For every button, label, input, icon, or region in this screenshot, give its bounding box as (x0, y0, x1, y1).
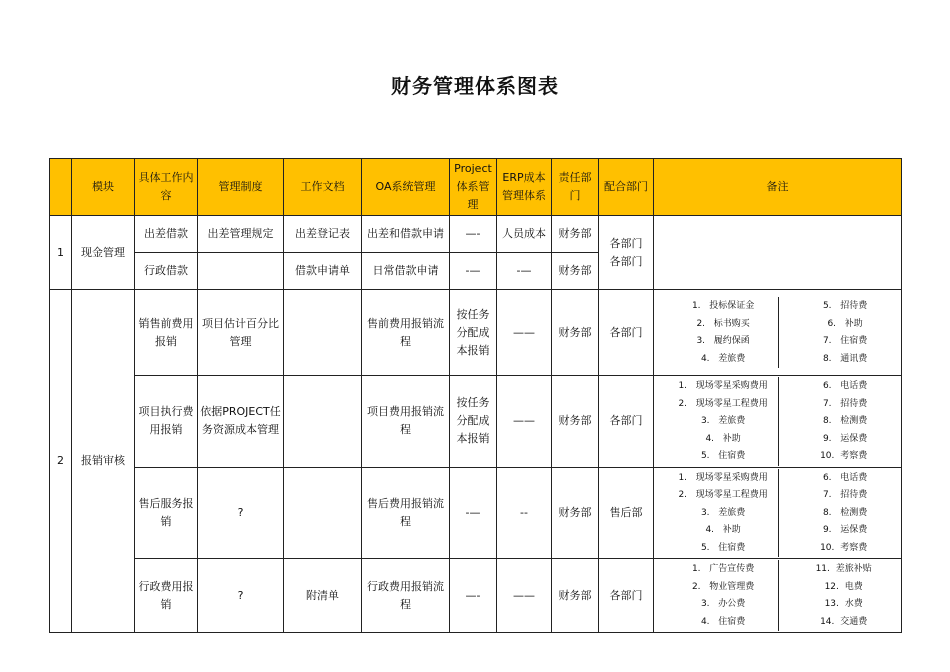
oa-cell: 出差和借款申请 (362, 216, 450, 253)
list-item: 3. 办公费 (700, 599, 746, 609)
table-row (50, 376, 902, 468)
erp-cell: 人员成本 (497, 216, 552, 253)
docs-cell: 出差登记表 (284, 216, 362, 253)
header-oa: OA系统管理 (362, 159, 450, 216)
header-dept: 责任部门 (552, 159, 599, 216)
header-row (50, 159, 902, 216)
list-item: 1. 广告宣传费 (691, 564, 755, 574)
docs-cell: 附清单 (284, 559, 362, 633)
list-item: 1. 现场零星采购费用 (678, 381, 768, 391)
erp-cell: -— (497, 253, 552, 290)
policy-cell: 出差管理规定 (198, 216, 284, 253)
policy-cell: ? (198, 559, 284, 633)
oa-cell: 行政费用报销流程 (362, 559, 450, 633)
list-item: 4. 差旅费 (700, 353, 746, 364)
policy-cell (198, 253, 284, 290)
content-cell: 出差借款 (135, 216, 198, 253)
coop-cell: 售后部 (599, 467, 654, 559)
list-item: 7. 招待费 (822, 490, 868, 500)
list-item: 7. 住宿费 (822, 336, 868, 346)
list-item: 3. 履约保函 (696, 336, 750, 346)
module-cell: 现金管理 (72, 216, 135, 290)
dept-cell: 财务部 (552, 467, 599, 559)
dept-cell: 财务部 (552, 253, 599, 290)
erp-cell: -- (497, 467, 552, 559)
list-item: 14. 交通费 (820, 616, 868, 627)
coop-cell: 各部门 (599, 290, 654, 376)
list-item: 8. 检测费 (822, 507, 868, 518)
list-item: 2. 物业管理费 (691, 581, 755, 592)
erp-cell: —— (497, 290, 552, 376)
docs-cell (284, 290, 362, 376)
coop-cell: 各部门 (599, 559, 654, 633)
notes-list-left (656, 560, 778, 631)
list-item: 1. 投标保证金 (691, 301, 755, 311)
header-module: 模块 (72, 159, 135, 216)
oa-cell: 售后费用报销流程 (362, 467, 450, 559)
header-notes: 备注 (654, 159, 902, 216)
oa-cell: 售前费用报销流程 (362, 290, 450, 376)
header-erp: ERP成本管理体系 (497, 159, 552, 216)
list-item: 6. 电话费 (822, 472, 868, 483)
notes-list-right (778, 297, 900, 368)
project-cell: —- (450, 216, 497, 253)
module-cell: 报销审核 (72, 290, 135, 633)
policy-cell: ? (198, 467, 284, 559)
list-item: 5. 住宿费 (700, 542, 746, 553)
header-policy: 管理制度 (198, 159, 284, 216)
list-item: 13. 水费 (824, 599, 863, 609)
erp-cell: —— (497, 376, 552, 468)
page-title: 财务管理体系图表 (391, 74, 559, 98)
header-docs: 工作文档 (284, 159, 362, 216)
list-item: 10. 考察费 (820, 451, 868, 461)
header-content: 具体工作内容 (135, 159, 198, 216)
finance-system-table (49, 158, 902, 633)
list-item: 5. 住宿费 (700, 451, 746, 461)
dept-cell: 财务部 (552, 216, 599, 253)
project-cell: —- (450, 559, 497, 633)
list-item: 10. 考察费 (820, 542, 868, 553)
notes-cell (654, 376, 902, 468)
table-row (50, 290, 902, 376)
content-cell: 行政费用报销 (135, 559, 198, 633)
table-row (50, 467, 902, 559)
list-item: 8. 通讯费 (822, 353, 868, 364)
coop-cell: 各部门 (599, 376, 654, 468)
notes-list-right (778, 377, 900, 466)
header-coop: 配合部门 (599, 159, 654, 216)
notes-cell (654, 559, 902, 633)
list-item: 1. 现场零星采购费用 (678, 472, 768, 483)
list-item: 11. 差旅补贴 (815, 564, 872, 574)
content-cell: 项目执行费用报销 (135, 376, 198, 468)
list-item: 4. 住宿费 (700, 616, 746, 627)
table-row (50, 216, 902, 253)
list-item: 12. 电费 (824, 581, 863, 592)
section-number: 1 (50, 216, 72, 290)
project-cell: -— (450, 467, 497, 559)
erp-cell: —— (497, 559, 552, 633)
header-project: Project体系管理 (450, 159, 497, 216)
list-item: 5. 招待费 (822, 301, 868, 311)
table-row (50, 559, 902, 633)
list-item: 2. 现场零星工程费用 (678, 490, 768, 500)
header-index (50, 159, 72, 216)
list-item: 2. 标书购买 (696, 318, 750, 329)
notes-list-left (656, 469, 778, 558)
content-cell: 销售前费用报销 (135, 290, 198, 376)
notes-list-left (656, 297, 778, 368)
list-item: 8. 检测费 (822, 416, 868, 426)
notes-cell (654, 216, 902, 290)
section-number: 2 (50, 290, 72, 633)
notes-list-left (656, 377, 778, 466)
project-cell: 按任务分配成本报销 (450, 376, 497, 468)
dept-cell: 财务部 (552, 376, 599, 468)
notes-cell (654, 290, 902, 376)
dept-cell: 财务部 (552, 290, 599, 376)
coop-cell: 各部门 各部门 (599, 216, 654, 290)
project-cell: -— (450, 253, 497, 290)
list-item: 4. 补助 (705, 433, 741, 444)
list-item: 6. 电话费 (822, 381, 868, 391)
policy-cell: 依据PROJECT任务资源成本管理 (198, 376, 284, 468)
list-item: 2. 现场零星工程费用 (678, 398, 768, 409)
content-cell: 行政借款 (135, 253, 198, 290)
notes-cell (654, 467, 902, 559)
list-item: 6. 补助 (827, 318, 863, 329)
list-item: 9. 运保费 (822, 525, 868, 535)
docs-cell (284, 376, 362, 468)
oa-cell: 项目费用报销流程 (362, 376, 450, 468)
docs-cell: 借款申请单 (284, 253, 362, 290)
list-item: 4. 补助 (705, 525, 741, 535)
list-item: 3. 差旅费 (700, 416, 746, 426)
notes-list-right (778, 469, 900, 558)
notes-list-right (778, 560, 900, 631)
list-item: 3. 差旅费 (700, 507, 746, 518)
docs-cell (284, 467, 362, 559)
list-item: 9. 运保费 (822, 433, 868, 444)
content-cell: 售后服务报销 (135, 467, 198, 559)
policy-cell: 项目估计百分比管理 (198, 290, 284, 376)
list-item: 7. 招待费 (822, 398, 868, 409)
oa-cell: 日常借款申请 (362, 253, 450, 290)
dept-cell: 财务部 (552, 559, 599, 633)
project-cell: 按任务分配成本报销 (450, 290, 497, 376)
